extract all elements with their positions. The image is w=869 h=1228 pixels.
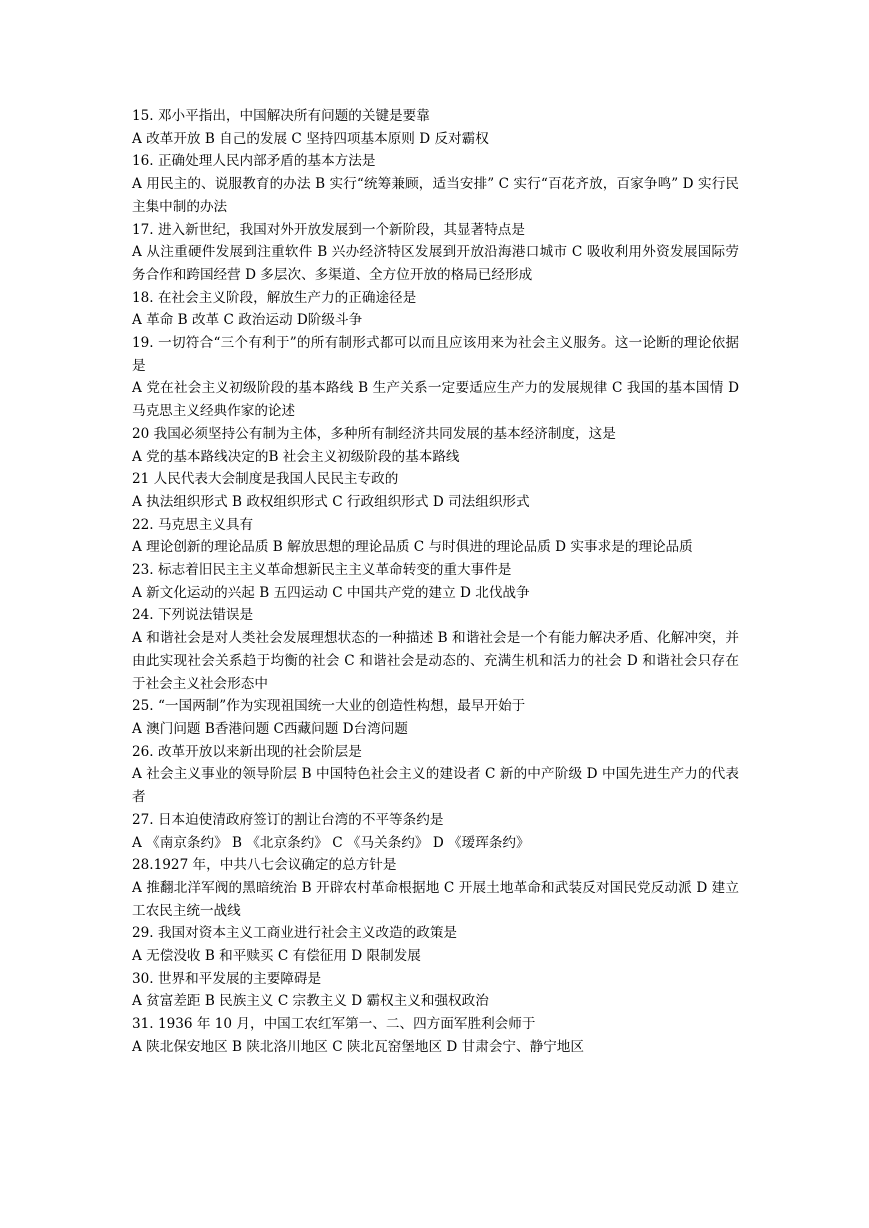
question-16-stem: 16. 正确处理人民内部矛盾的基本方法是: [132, 153, 376, 170]
question-28-options: A 推翻北洋军阀的黑暗统治 B 开辟农村革命根据地 C 开展土地革命和武装反对国民党反动派 D 建立工农民主统一战线: [132, 879, 739, 919]
question-15-stem: 15. 邓小平指出，中国解决所有问题的关键是要靠: [132, 108, 430, 124]
question-25-stem: 25. “一国两制”作为实现祖国统一大业的创造性构想，最早开始于: [132, 698, 526, 715]
question-31-stem: 31. 1936 年 10 月，中国工农红军第一、二、四方面军胜利会师于: [132, 1016, 536, 1033]
question-20-stem: 20 我国必须坚持公有制为主体，多种所有制经济共同发展的基本经济制度，这是: [132, 425, 616, 442]
question-28-stem: 28.1927 年，中共八七会议确定的总方针是: [132, 857, 397, 874]
question-24-options: A 和谐社会是对人类社会发展理想状态的一种描述 B 和谐社会是一个有能力解决矛盾、化解冲突，并由此实现社会关系趋于均衡的社会 C 和谐社会是动态的、充满生机和活力的社会 D 和谐社会只存在于社会主义社会形态中: [132, 630, 739, 692]
question-19-stem: 19. 一切符合“三个有利于”的所有制形式都可以而且应该用来为社会主义服务。这一论断的理论依据是: [132, 335, 739, 374]
question-25-options: A 澳门问题 B香港问题 C西藏问题 D台湾问题: [132, 720, 408, 737]
question-23-stem: 23. 标志着旧民主主义革命想新民主主义革命转变的重大事件是: [132, 562, 512, 579]
question-18-stem: 18. 在社会主义阶段，解放生产力的正确途径是: [132, 289, 417, 306]
question-30-options: A 贫富差距 B 民族主义 C 宗教主义 D 霸权主义和强权政治: [132, 993, 489, 1010]
question-21-options: A 执法组织形式 B 政权组织形式 C 行政组织形式 D 司法组织形式: [132, 493, 530, 510]
question-17-stem: 17. 进入新世纪，我国对外开放发展到一个新阶段，其显著特点是: [132, 221, 525, 238]
question-23-options: A 新文化运动的兴起 B 五四运动 C 中国共产党的建立 D 北伐战争: [132, 584, 530, 601]
question-21-stem: 21 人民代表大会制度是我国人民民主专政的: [132, 471, 399, 488]
question-20-options: A 党的基本路线决定的B 社会主义初级阶段的基本路线: [132, 448, 460, 465]
question-22-stem: 22. 马克思主义具有: [132, 516, 254, 533]
question-26-stem: 26. 改革开放以来新出现的社会阶层是: [132, 743, 362, 760]
question-list: [132, 105, 739, 1059]
question-29-stem: 29. 我国对资本主义工商业进行社会主义改造的政策是: [132, 925, 458, 942]
question-30-stem: 30. 世界和平发展的主要障碍是: [132, 970, 322, 987]
question-27-stem: 27. 日本迫使清政府签订的割让台湾的不平等条约是: [132, 811, 444, 828]
question-18-options: A 革命 B 改革 C 政治运动 D阶级斗争: [132, 312, 363, 329]
question-17-options: A 从注重硬件发展到注重软件 B 兴办经济特区发展到开放沿海港口城市 C 吸收利用外资发展国际劳务合作和跨国经营 D 多层次、多渠道、全方位开放的格局已经形成: [132, 244, 739, 283]
question-27-options: A 《南京条约》 B 《北京条约》 C 《马关条约》 D 《瑷珲条约》: [132, 834, 530, 851]
question-29-options: A 无偿没收 B 和平赎买 C 有偿征用 D 限制发展: [132, 948, 421, 965]
question-16-options: A 用民主的、说服教育的办法 B 实行“统筹兼顾，适当安排” C 实行“百花齐放，百家争鸣” D 实行民主集中制的办法: [132, 176, 739, 215]
question-31-options: A 陕北保安地区 B 陕北洛川地区 C 陕北瓦窑堡地区 D 甘肃会宁、静宁地区: [132, 1038, 584, 1055]
question-15-options: A 改革开放 B 自己的发展 C 坚持四项基本原则 D 反对霸权: [132, 130, 489, 147]
question-26-options: A 社会主义事业的领导阶层 B 中国特色社会主义的建设者 C 新的中产阶级 D 中国先进生产力的代表者: [132, 766, 739, 806]
question-22-options: A 理论创新的理论品质 B 解放思想的理论品质 C 与时俱进的理论品质 D 实事求是的理论品质: [132, 539, 693, 556]
question-24-stem: 24. 下列说法错误是: [132, 607, 254, 624]
question-19-options: A 党在社会主义初级阶段的基本路线 B 生产关系一定要适应生产力的发展规律 C 我国的基本国情 D 马克思主义经典作家的论述: [132, 380, 739, 420]
